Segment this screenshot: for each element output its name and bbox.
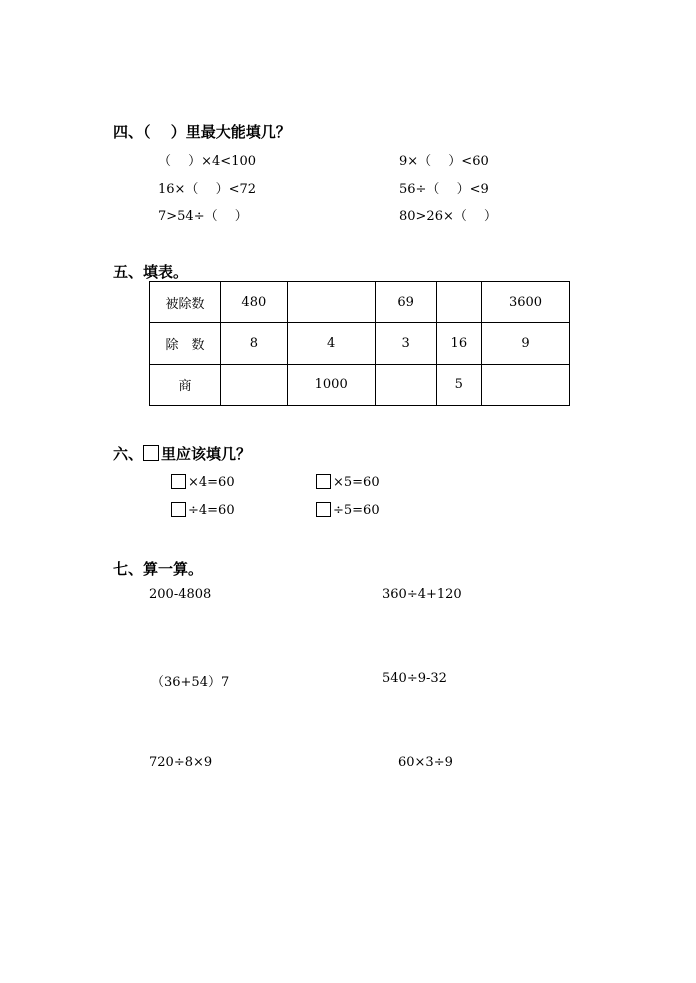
table-cell: [481, 364, 569, 405]
section-5-title: 五、填表。: [113, 263, 189, 281]
table-cell: 9: [481, 323, 569, 364]
calc-problem-6: 60×3÷9: [398, 755, 453, 770]
answer-box-icon: [171, 474, 186, 489]
table-cell: 69: [375, 282, 436, 323]
table-cell: 16: [436, 323, 481, 364]
answer-box-icon: [316, 502, 331, 517]
problem-6-2: [316, 474, 380, 490]
table-cell: [436, 282, 481, 323]
table-cell: 3600: [481, 282, 569, 323]
problem-4-5: 7>54÷（ ）: [158, 209, 248, 224]
section-6-question: 里应该填几？: [161, 445, 252, 463]
section-6-title: [113, 443, 251, 464]
problem-6-3: [171, 502, 235, 518]
row-label-quotient: 商: [150, 364, 221, 405]
table-cell: [221, 364, 288, 405]
section-6-number: 六、: [113, 445, 144, 463]
answer-box-icon: [171, 502, 186, 517]
problem-4-3: 16×（ ）<72: [158, 182, 257, 197]
problem-6-4: [316, 502, 380, 518]
calc-problem-2: 360÷4+120: [382, 587, 462, 602]
table-row-dividend: [150, 282, 570, 323]
table-row-divisor: [150, 323, 570, 364]
table-cell: [287, 282, 375, 323]
problem-4-4: 56÷（ ）<9: [399, 182, 489, 197]
table-cell: 5: [436, 364, 481, 405]
problem-6-3-text: ÷4=60: [188, 503, 235, 518]
table-row-quotient: [150, 364, 570, 405]
row-label-dividend: 被除数: [150, 282, 221, 323]
table-cell: 1000: [287, 364, 375, 405]
row-label-divisor: 除 数: [150, 323, 221, 364]
problem-6-4-text: ÷5=60: [333, 503, 380, 518]
division-table: [149, 281, 570, 406]
problem-4-1: （ ）×4<100: [158, 154, 257, 169]
table-cell: 4: [287, 323, 375, 364]
calc-problem-3: （36+54）7: [151, 675, 230, 690]
problem-6-1-text: ×4=60: [188, 475, 235, 490]
table-cell: 3: [375, 323, 436, 364]
table-cell: 8: [221, 323, 288, 364]
table-cell: [375, 364, 436, 405]
section-7-title: 七、算一算。: [113, 560, 204, 578]
problem-6-2-text: ×5=60: [333, 475, 380, 490]
calc-problem-1: 200-4808: [149, 587, 212, 602]
section-4-title: 四、（ ）里最大能填几？: [113, 123, 291, 141]
answer-box-icon: [143, 445, 159, 461]
calc-problem-4: 540÷9-32: [382, 671, 447, 686]
problem-6-1: [171, 474, 235, 490]
answer-box-icon: [316, 474, 331, 489]
calc-problem-5: 720÷8×9: [149, 755, 213, 770]
problem-4-6: 80>26×（ ）: [399, 209, 498, 224]
table-cell: 480: [221, 282, 288, 323]
problem-4-2: 9×（ ）<60: [399, 154, 489, 169]
